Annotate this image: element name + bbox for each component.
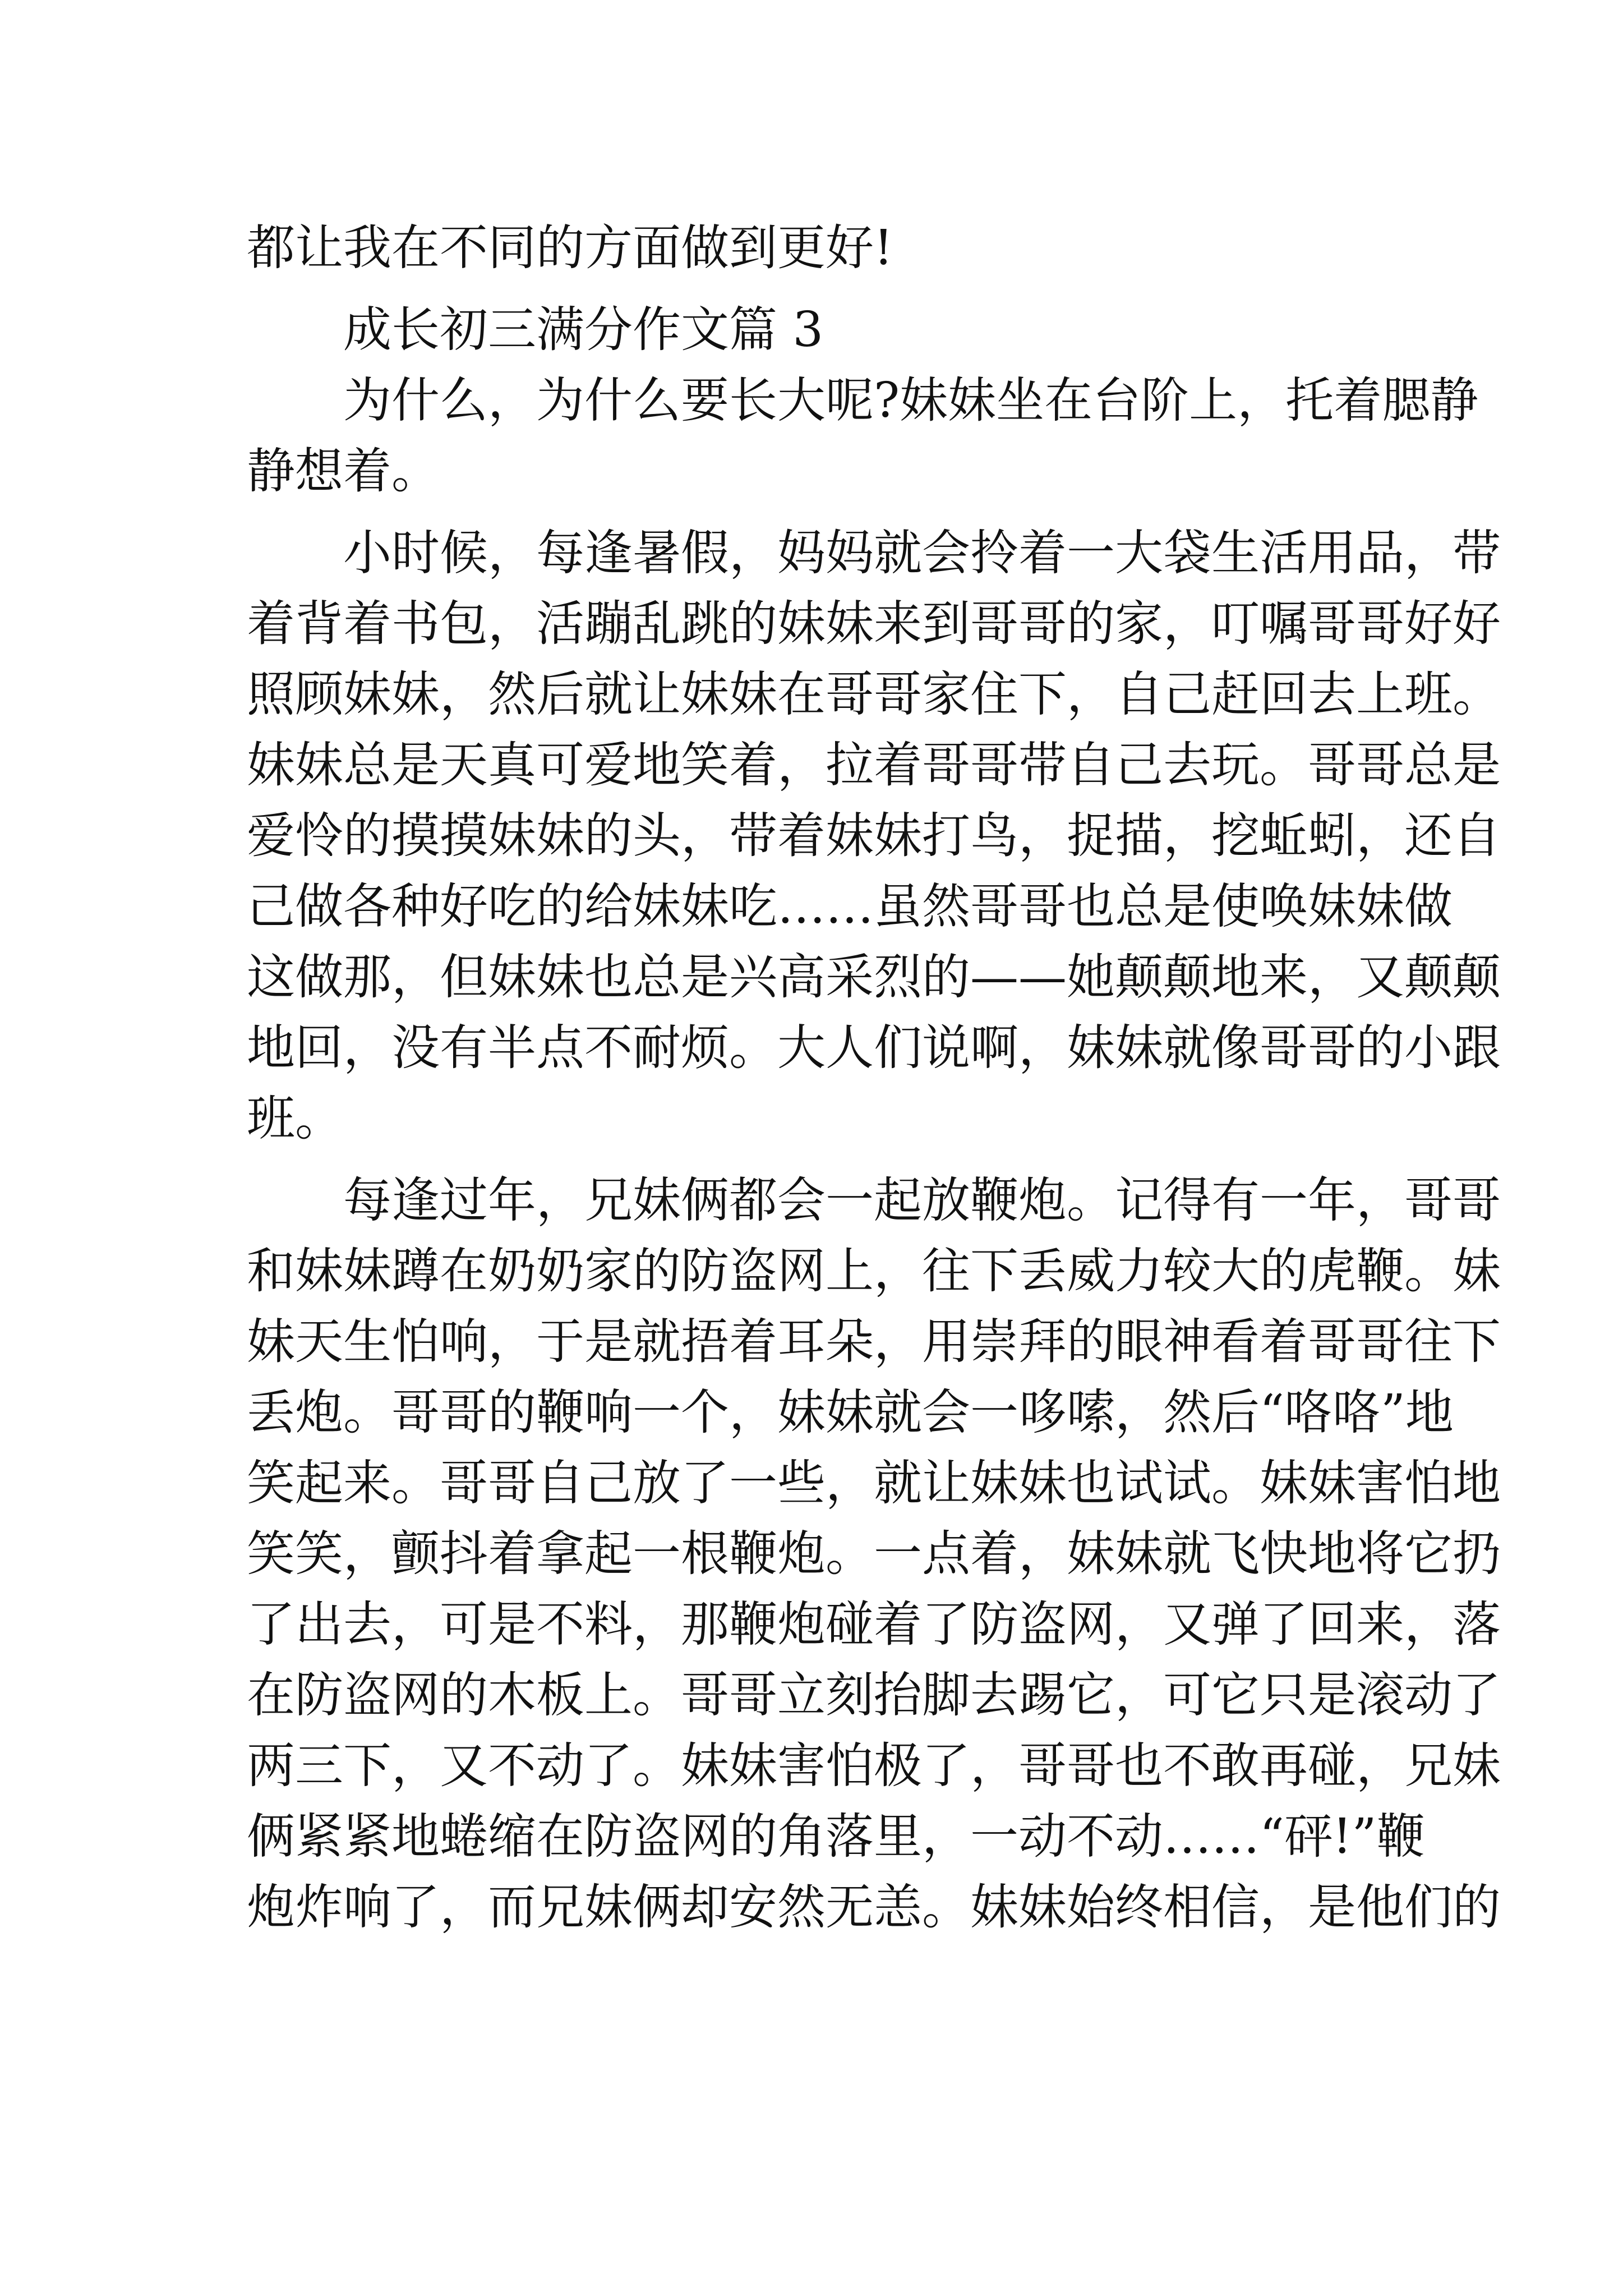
text-line: 两三下，又不动了。妹妹害怕极了，哥哥也不敢再碰，兄妹	[247, 1738, 1501, 1794]
text-line: 俩紧紧地蜷缩在防盗网的角落里，一动不动……“砰!”鞭	[247, 1809, 1425, 1865]
text-line: 小时候，每逢暑假，妈妈就会拎着一大袋生活用品，带	[343, 525, 1501, 581]
text-line: 妹天生怕响，于是就捂着耳朵，用崇拜的眼神看着哥哥往下	[247, 1314, 1501, 1370]
text-line: 妹妹总是天真可爱地笑着，拉着哥哥带自己去玩。哥哥总是	[247, 737, 1501, 793]
text-line: 笑起来。哥哥自己放了一些，就让妹妹也试试。妹妹害怕地	[247, 1455, 1501, 1511]
text-line: 着背着书包，活蹦乱跳的妹妹来到哥哥的家，叮嘱哥哥好好	[247, 596, 1501, 652]
text-line: 每逢过年，兄妹俩都会一起放鞭炮。记得有一年，哥哥	[343, 1172, 1501, 1228]
text-line: 丢炮。哥哥的鞭响一个，妹妹就会一哆嗦，然后“咯咯”地	[247, 1384, 1454, 1441]
text-line: 炮炸响了，而兄妹俩却安然无恙。妹妹始终相信，是他们的	[247, 1879, 1501, 1935]
text-line: 笑笑，颤抖着拿起一根鞭炮。一点着，妹妹就飞快地将它扔	[247, 1526, 1501, 1582]
text-line: 这做那，但妹妹也总是兴高采烈的——她颠颠地来，又颠颠	[247, 949, 1501, 1005]
text-line: 静想着。	[247, 443, 440, 499]
text-line: 为什么，为什么要长大呢?妹妹坐在台阶上，托着腮静	[343, 372, 1479, 429]
text-line: 己做各种好吃的给妹妹吃……虽然哥哥也总是使唤妹妹做	[247, 878, 1453, 935]
text-line: 地回，没有半点不耐烦。大人们说啊，妹妹就像哥哥的小跟	[247, 1020, 1501, 1076]
text-line: 爱怜的摸摸妹妹的头，带着妹妹打鸟，捉描，挖蚯蚓，还自	[247, 808, 1501, 864]
text-line: 照顾妹妹，然后就让妹妹在哥哥家住下，自己赶回去上班。	[247, 666, 1501, 723]
text-line: 都让我在不同的方面做到更好!	[247, 220, 893, 276]
section-heading: 成长初三满分作文篇 3	[343, 302, 824, 358]
text-line: 班。	[247, 1091, 343, 1147]
text-line: 在防盗网的木板上。哥哥立刻抬脚去踢它，可它只是滚动了	[247, 1667, 1501, 1723]
text-line: 了出去，可是不料，那鞭炮碰着了防盗网，又弹了回来，落	[247, 1596, 1501, 1653]
text-line: 和妹妹蹲在奶奶家的防盗网上，往下丢威力较大的虎鞭。妹	[247, 1243, 1501, 1299]
